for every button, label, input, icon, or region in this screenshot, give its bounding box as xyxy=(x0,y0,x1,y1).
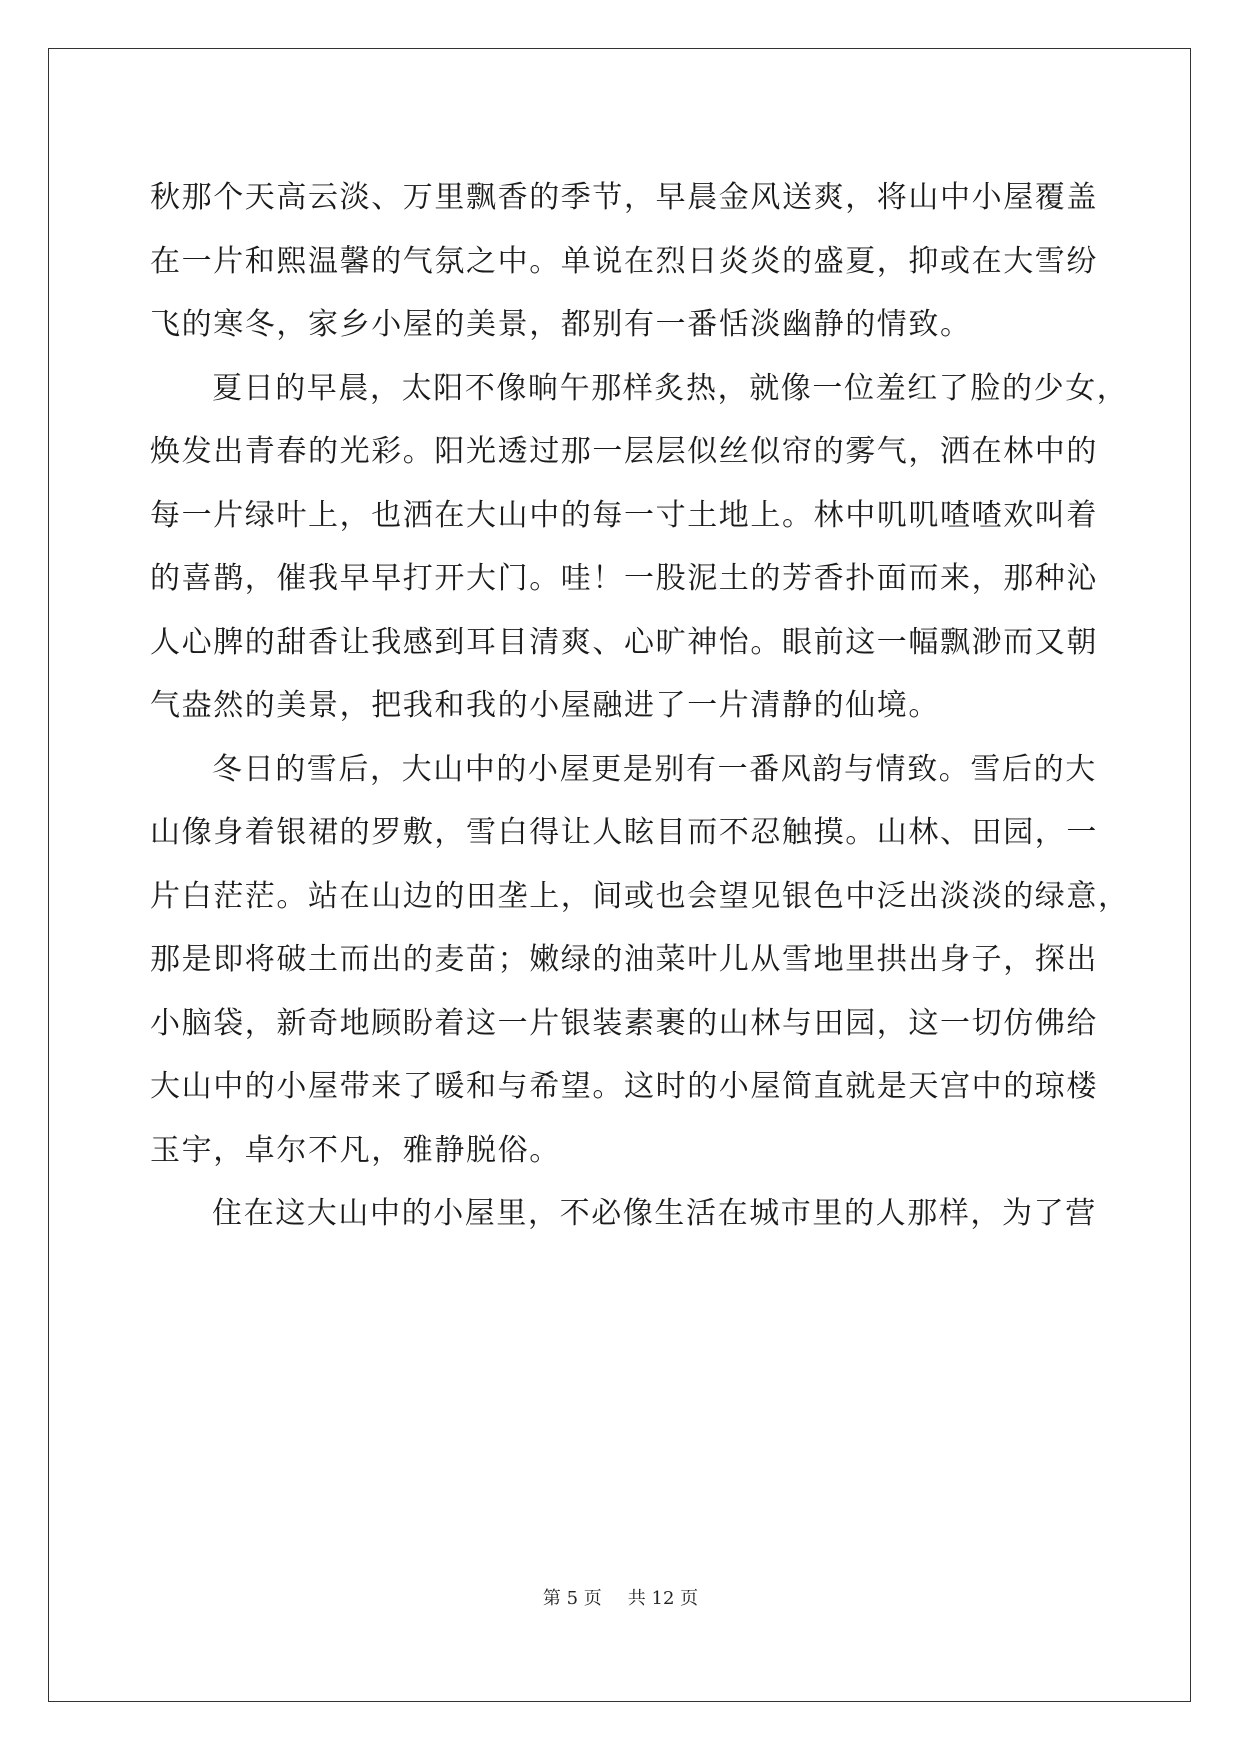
body-text xyxy=(150,166,1130,1246)
text-line: 焕发出青春的光彩。阳光透过那一层层似丝似帘的雾气，洒在林中的 xyxy=(150,434,1098,469)
text-line: 飞的寒冬，家乡小屋的美景，都别有一番恬淡幽静的情致。 xyxy=(150,307,972,342)
text-line: 夏日的早晨，太阳不像晌午那样炙热，就像一位羞红了脸的少女， xyxy=(212,370,1129,406)
text-line: 大山中的小屋带来了暖和与希望。这时的小屋简直就是天宫中的琼楼 xyxy=(150,1069,1098,1104)
page-number: 第 5 页 xyxy=(542,1588,602,1609)
text-line: 气盎然的美景，把我和我的小屋融进了一片清静的仙境。 xyxy=(150,688,940,723)
text-line: 冬日的雪后，大山中的小屋更是别有一番风韵与情致。雪后的大 xyxy=(212,751,1097,787)
text-line: 在一片和熙温馨的气氛之中。单说在烈日炎炎的盛夏，抑或在大雪纷 xyxy=(150,243,1098,279)
text-line: 人心脾的甜香让我感到耳目清爽、心旷神怡。眼前这一幅飘渺而又朝 xyxy=(150,624,1098,660)
text-line: 小脑袋，新奇地顾盼着这一片银装素裹的山林与田园，这一切仿佛给 xyxy=(150,1005,1098,1041)
text-line: 玉宇，卓尔不凡，雅静脱俗。 xyxy=(150,1132,561,1168)
text-line: 那是即将破土而出的麦苗；嫩绿的油菜叶儿从雪地里拱出身子，探出 xyxy=(150,942,1098,977)
text-line: 的喜鹊，催我早早打开大门。哇！一股泥土的芳香扑面而来，那种沁 xyxy=(150,561,1098,596)
text-line: 片白茫茫。站在山边的田垄上，间或也会望见银色中泛出淡淡的绿意， xyxy=(150,878,1130,914)
page-total: 共 12 页 xyxy=(627,1588,699,1609)
text-line: 住在这大山中的小屋里，不必像生活在城市里的人那样，为了营 xyxy=(212,1196,1097,1231)
text-line: 山像身着银裙的罗敷，雪白得让人眩目而不忍触摸。山林、田园，一 xyxy=(150,815,1098,850)
page-footer xyxy=(0,1584,1241,1610)
text-line: 每一片绿叶上，也洒在大山中的每一寸土地上。林中叽叽喳喳欢叫着 xyxy=(150,497,1098,533)
text-line: 秋那个天高云淡、万里飘香的季节，早晨金风送爽，将山中小屋覆盖 xyxy=(150,180,1098,215)
